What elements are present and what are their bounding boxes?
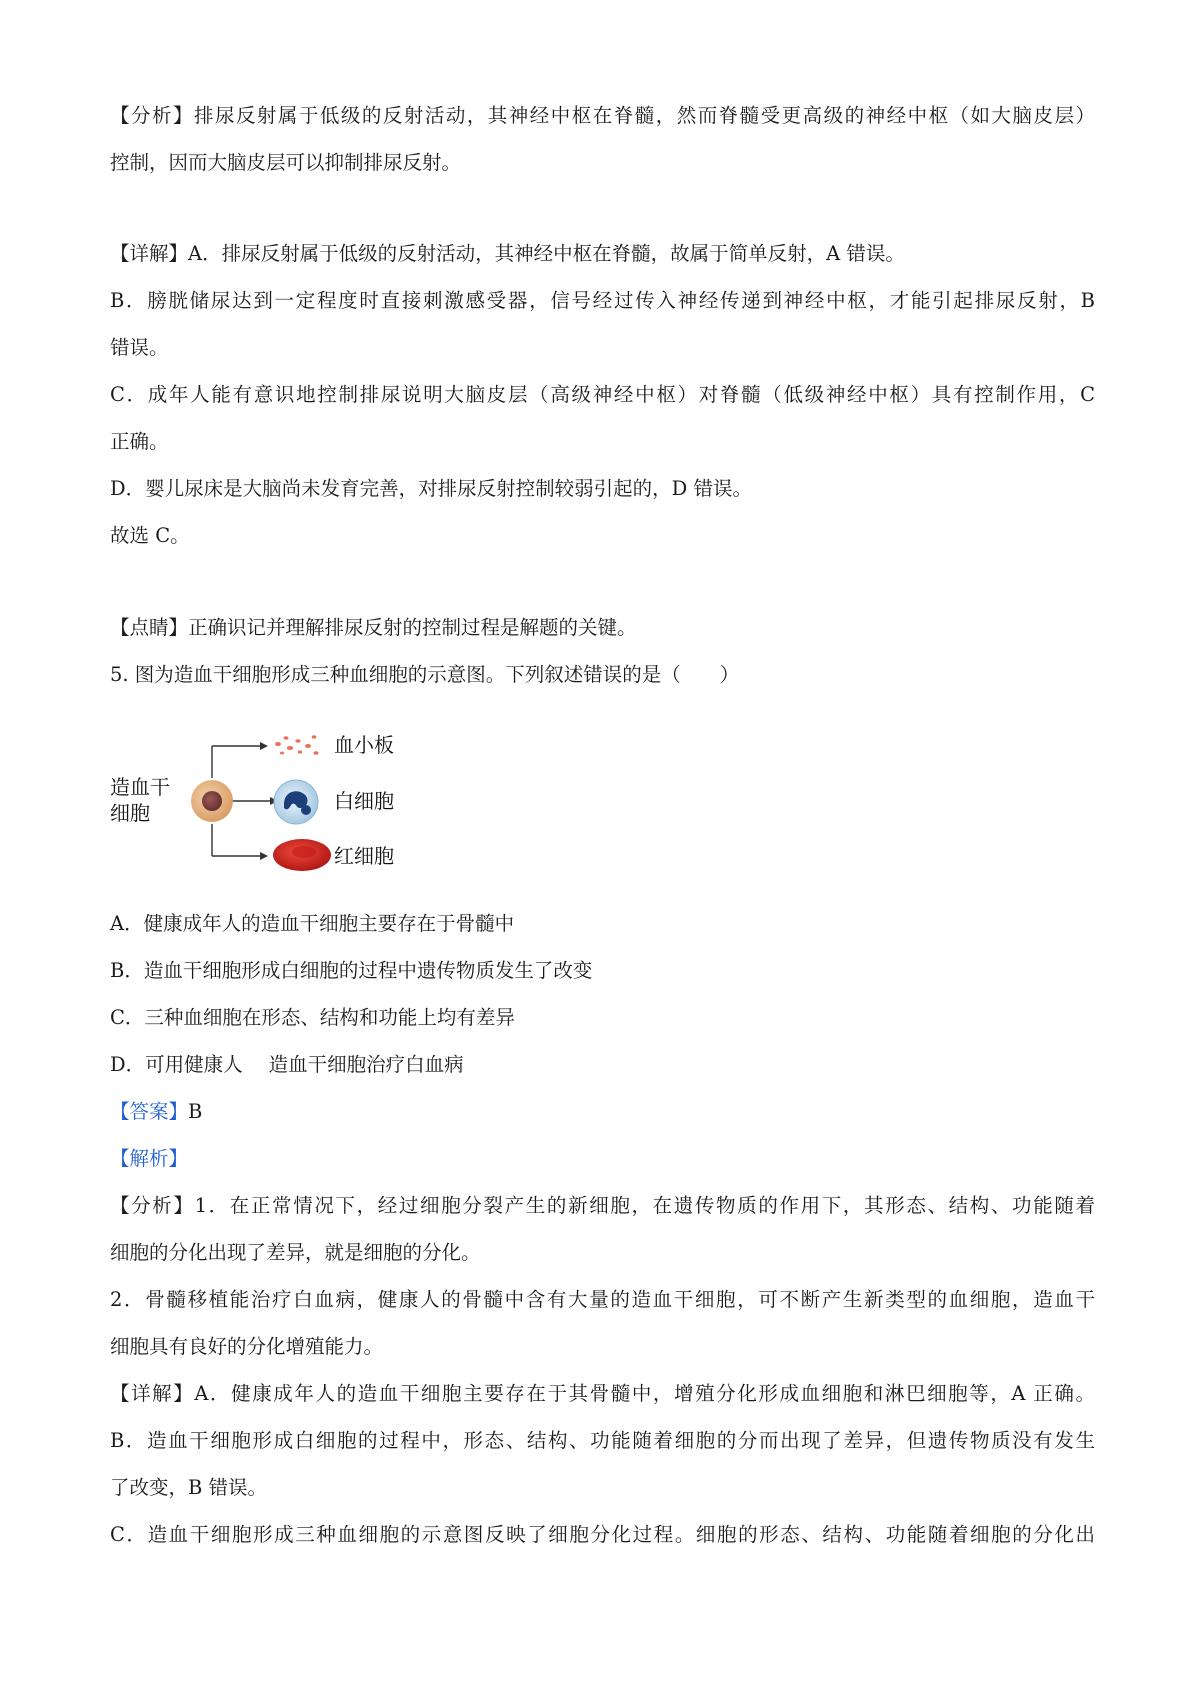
analysis-2-p2-line-2: 细胞具有良好的分化增殖能力。 xyxy=(110,1335,384,1358)
detail-label: 【详解】 xyxy=(110,242,189,265)
detail-1-option-d: D．婴儿尿床是大脑尚未发育完善，对排尿反射控制较弱引起的，D 错误。 xyxy=(110,477,752,500)
detail-1-conclusion: 故选 C。 xyxy=(110,524,190,547)
stem-cell-icon xyxy=(191,780,233,822)
platelet-label: 血小板 xyxy=(334,733,394,757)
analysis-2-p2-line-1: 2．骨髓移植能治疗白血病，健康人的骨髓中含有大量的造血干细胞，可不断产生新类型的血细胞，造血干 xyxy=(110,1288,1095,1311)
blood-cell-diagram xyxy=(110,722,430,882)
answer-value: B xyxy=(188,1100,203,1123)
stem-cell-label-line-1: 造血干 xyxy=(110,775,170,799)
answer-label: 【答案】 xyxy=(110,1100,189,1123)
question-5-stem: 5. 图为造血干细胞形成三种血细胞的示意图。下列叙述错误的是（ ） xyxy=(110,663,740,686)
stem-cell-label-line-2: 细胞 xyxy=(110,801,150,825)
detail-2-option-c-line-1: C．造血干细胞形成三种血细胞的示意图反映了细胞分化过程。细胞的形态、结构、功能随着细胞的分化出 xyxy=(110,1523,1095,1546)
analysis-2-p1-line-1: 【分析】1．在正常情况下，经过细胞分裂产生的新细胞，在遗传物质的作用下，其形态、结构、功能随着 xyxy=(110,1194,1095,1217)
explain-label: 【解析】 xyxy=(110,1147,189,1170)
detail-1-option-b-line-1: B．膀胱储尿达到一定程度时直接刺激感受器，信号经过传入神经传递到神经中枢，才能引起排尿反射，B xyxy=(110,289,1095,312)
white-blood-cell-icon xyxy=(274,780,318,824)
detail-1-option-a: 【详解】A．排尿反射属于低级的反射活动，其神经中枢在脊髓，故属于简单反射，A 错误。 xyxy=(110,242,905,265)
red-blood-cell-icon xyxy=(273,839,331,871)
option-b: B．造血干细胞形成白细胞的过程中遗传物质发生了改变 xyxy=(110,959,593,982)
detail-1-option-c-line-2: 正确。 xyxy=(110,430,169,453)
tip-line: 【点睛】正确识记并理解排尿反射的控制过程是解题的关键。 xyxy=(110,616,637,639)
detail-2-option-b-line-1: B．造血干细胞形成白细胞的过程中，形态、结构、功能随着细胞的分而出现了差异，但遗传物质没有发生 xyxy=(110,1429,1095,1452)
option-c: C．三种血细胞在形态、结构和功能上均有差异 xyxy=(110,1006,515,1029)
analysis-1-line-2: 控制，因而大脑皮层可以抑制排尿反射。 xyxy=(110,151,462,174)
detail-2-option-a: 【详解】A．健康成年人的造血干细胞主要存在于其骨髓中，增殖分化形成血细胞和淋巴细胞等，A 正确。 xyxy=(110,1382,1095,1405)
tip-label: 【点睛】 xyxy=(110,616,189,639)
analysis-label: 【分析】 xyxy=(110,104,194,127)
analysis-2-p1-line-2: 细胞的分化出现了差异，就是细胞的分化。 xyxy=(110,1241,481,1264)
rbc-label: 红细胞 xyxy=(334,844,394,868)
detail-1-option-b-line-2: 错误。 xyxy=(110,336,169,359)
option-d: D．可用健康人 造血干细胞治疗白血病 xyxy=(110,1053,464,1076)
detail-2-option-b-line-2: 了改变，B 错误。 xyxy=(110,1476,268,1499)
platelet-icon xyxy=(275,735,319,755)
option-a: A．健康成年人的造血干细胞主要存在于骨髓中 xyxy=(110,912,515,935)
answer-line xyxy=(110,1097,202,1127)
detail-1-option-c-line-1: C．成年人能有意识地控制排尿说明大脑皮层（高级神经中枢）对脊髓（低级神经中枢）具有控制作用，C xyxy=(110,383,1095,406)
wbc-label: 白细胞 xyxy=(334,789,394,813)
analysis-1-line-1: 【分析】排尿反射属于低级的反射活动，其神经中枢在脊髓，然而脊髓受更高级的神经中枢（如大脑皮层） xyxy=(110,104,1095,127)
